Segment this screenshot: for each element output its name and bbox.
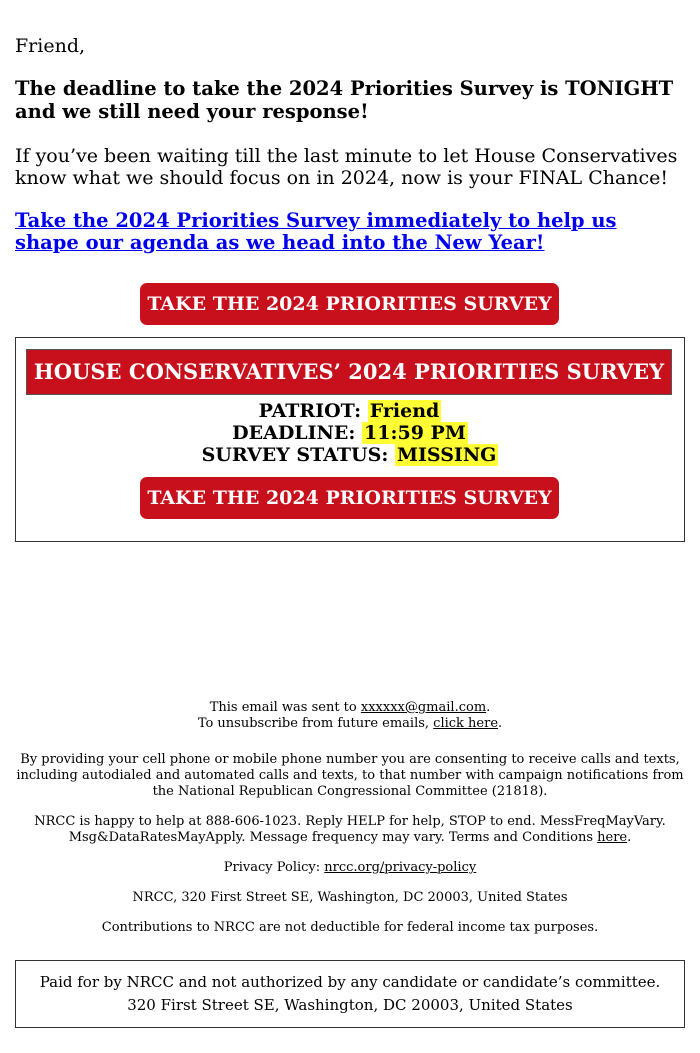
patriot-label: PATRIOT: (258, 400, 362, 422)
privacy-policy (15, 860, 685, 876)
status-row (16, 444, 684, 466)
take-survey-button-2[interactable]: TAKE THE 2024 PRIORITIES SURVEY (140, 477, 559, 519)
footer-sent-notice (15, 700, 685, 732)
privacy-policy-link[interactable]: nrcc.org/privacy-policy (324, 860, 477, 875)
survey-link[interactable]: Take the 2024 Priorities Survey immediately to help us shape our agenda as we head into the New Year! (15, 209, 617, 254)
sms-suffix: . (627, 830, 632, 845)
deadline-row (16, 422, 684, 444)
unsub-prefix: To unsubscribe from future emails, (197, 716, 434, 731)
sms-text: NRCC is happy to help at 888-606-1023. Reply HELP for help, STOP to end. MessFreqMayVary. Msg&DataRatesMayApply. Message frequency may vary. Terms and Conditions (34, 814, 666, 845)
survey-status-box (15, 337, 685, 542)
intro-paragraph: If you’ve been waiting till the last minute to let House Conservatives know what we should focus on in 2024, now is your FINAL Chance! (15, 145, 678, 189)
greeting: Friend, (15, 35, 86, 57)
consent-text: By providing your cell phone or mobile phone number you are consenting to receive calls and texts, including autodialed and automated calls and texts, to that number with campaign notifications from the National Republican Congressional Committee (21818). (16, 752, 684, 799)
unsubscribe-link[interactable]: click here (433, 716, 499, 731)
sent-suffix: . (486, 700, 491, 715)
status-value: MISSING (396, 444, 497, 466)
survey-status-details (16, 400, 684, 466)
headline: The deadline to take the 2024 Priorities Survey is TONIGHT and we still need your response! (15, 77, 674, 123)
paid-for-box (15, 960, 685, 1028)
take-survey-button[interactable]: TAKE THE 2024 PRIORITIES SURVEY (140, 283, 559, 325)
unsub-suffix: . (498, 716, 503, 731)
sent-prefix: This email was sent to (209, 700, 361, 715)
status-label: SURVEY STATUS: (201, 444, 389, 466)
sms-terms (15, 814, 685, 846)
terms-link[interactable]: here (597, 830, 628, 845)
patriot-row (16, 400, 684, 422)
survey-box-title: HOUSE CONSERVATIVES’ 2024 PRIORITIES SURVEY (26, 349, 672, 395)
patriot-value: Friend (369, 400, 440, 422)
recipient-email-link[interactable]: xxxxxx@gmail.com (360, 700, 487, 715)
footer-address: NRCC, 320 First Street SE, Washington, DC 20003, United States (132, 890, 568, 905)
privacy-prefix: Privacy Policy: (223, 860, 325, 875)
paid-for-disclaimer: Paid for by NRCC and not authorized by any candidate or candidate’s committee. 320 First Street SE, Washington, DC 20003, United States (39, 973, 661, 1014)
contributions-notice: Contributions to NRCC are not deductible for federal income tax purposes. (101, 920, 599, 935)
deadline-value: 11:59 PM (364, 422, 466, 444)
deadline-label: DEADLINE: (232, 422, 356, 444)
